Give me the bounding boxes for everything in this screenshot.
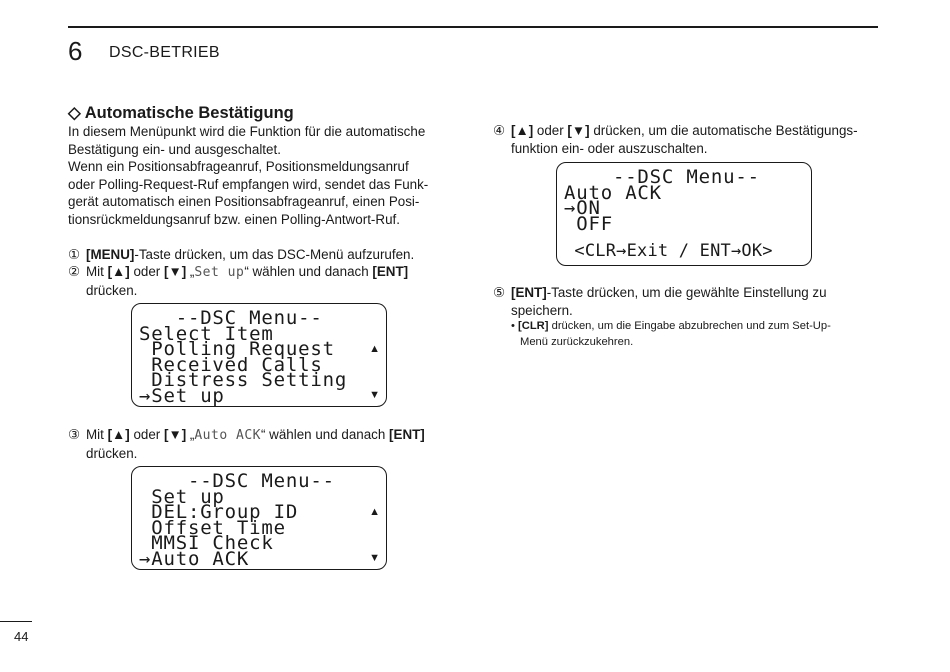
menu-key: [MENU] (86, 247, 135, 262)
footer-rule (0, 621, 32, 622)
step-5: ⑤ [ENT]-Taste drücken, um die gewählte Einstellung zu speichern. (493, 285, 827, 318)
section-title-text: Automatische Bestätigung (84, 104, 294, 122)
ent-key: [ENT] (372, 264, 409, 279)
lcd-inline-set-up: Set up (194, 265, 245, 280)
down-key: [▼] (164, 264, 187, 279)
chapter-number: 6 (68, 36, 83, 66)
step-4: ④ [▲] oder [▼] drücken, um die automatische Bestätigungs- funktion ein- oder auszuschalten. (493, 123, 858, 156)
step-5-note: • [CLR] drücken, um die Eingabe abzubrechen und zum Set-Up- Menü zurückzukehren. (511, 320, 831, 348)
down-key: [▼] (164, 427, 187, 442)
page-number: 44 (14, 629, 29, 644)
step-3: ③ Mit [▲] oder [▼] „Auto ACK“ wählen und danach [ENT] drücken. (68, 427, 425, 461)
section-title (68, 103, 294, 123)
scroll-up-icon: ▲ (369, 343, 380, 355)
scroll-down-icon: ▼ (369, 552, 380, 564)
lcd-display-select-item: --DSC Menu-- Select Item Polling Request Received Calls Distress Setting →Set up ▲ ▼ (131, 303, 387, 407)
scroll-up-icon: ▲ (369, 506, 380, 518)
clr-key: [CLR] (518, 320, 549, 332)
diamond-icon: ◇ (68, 104, 81, 122)
step-1: ① [MENU]-Taste drücken, um das DSC-Menü aufzurufen. (68, 247, 415, 262)
ent-key: [ENT] (511, 285, 547, 300)
down-key: [▼] (567, 123, 590, 138)
lcd-inline-auto-ack: Auto ACK (194, 428, 261, 443)
up-key: [▲] (107, 427, 130, 442)
intro-paragraph-1: In diesem Menüpunkt wird die Funktion für die automatische Bestätigung ein- und ausgeschaltet. (68, 124, 426, 157)
intro-paragraph-2: Wenn ein Positionsabfrageanruf, Positionsmeldungsanruf oder Polling-Request-Ruf empfangen wird, sendet das Funk- gerät automatisch einen Positionsabfrageanruf, einen Posi- tionsrückmeldungsanruf bzw. einen Polling-Antwort-Ruf. (68, 159, 429, 227)
lcd-display-auto-ack-select: --DSC Menu-- Set up DEL:Group ID Offset Time MMSI Check →Auto ACK ▲ ▼ (131, 466, 387, 570)
up-key: [▲] (511, 123, 534, 138)
up-key: [▲] (107, 264, 130, 279)
lcd-display-on-off: --DSC Menu-- Auto ACK →ON OFF <CLR→Exit / ENT→OK> (556, 162, 812, 266)
step-2: ② Mit [▲] oder [▼] „Set up“ wählen und danach [ENT] drücken. (68, 264, 409, 298)
ent-key: [ENT] (389, 427, 425, 442)
scroll-down-icon: ▼ (369, 389, 380, 401)
chapter-title: DSC-BETRIEB (109, 44, 220, 61)
header-rule (68, 26, 878, 28)
